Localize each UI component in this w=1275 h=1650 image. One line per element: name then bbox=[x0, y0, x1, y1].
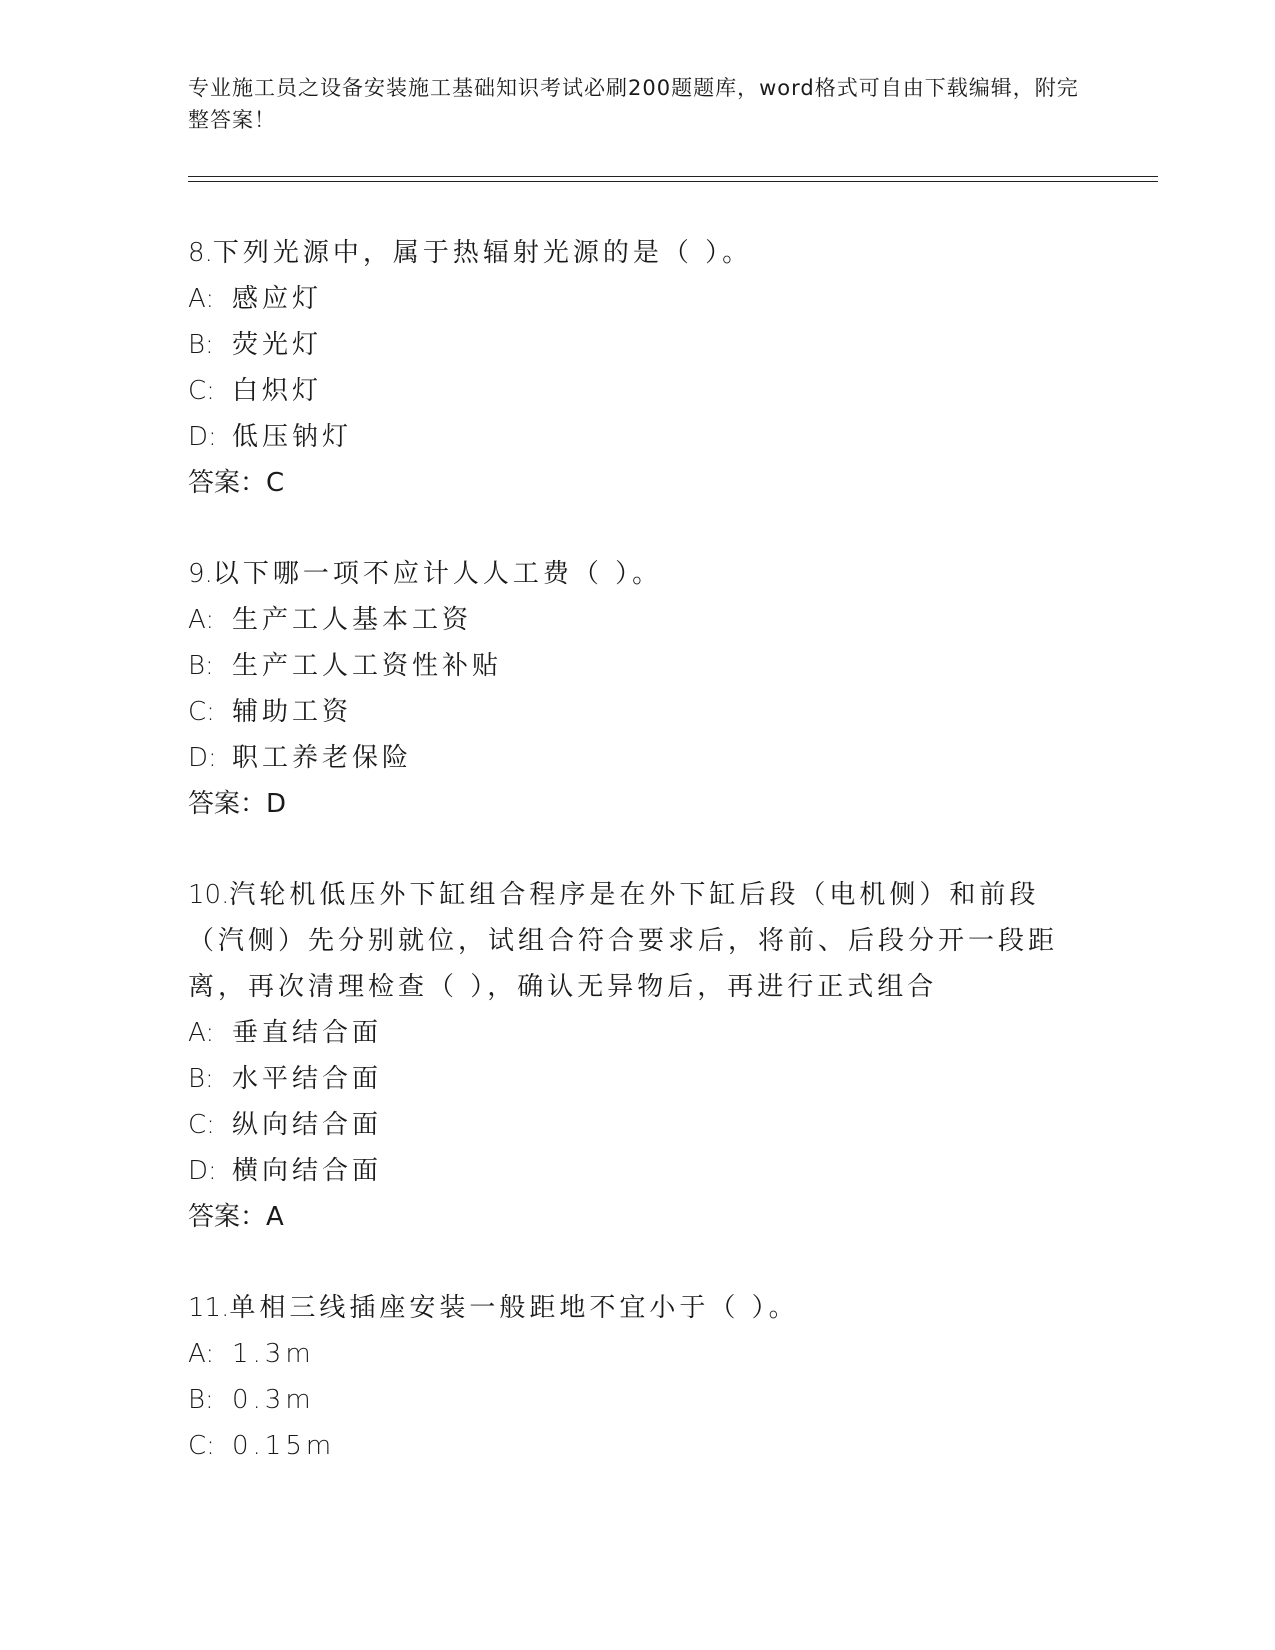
question-number: 11. bbox=[188, 1293, 230, 1323]
option-text: 1.3m bbox=[232, 1339, 315, 1369]
option-b bbox=[188, 1056, 1088, 1102]
question-text: 单相三线插座安装一般距地不宜小于（ ）。 bbox=[229, 1293, 799, 1323]
option-c bbox=[188, 1423, 1088, 1469]
option-prefix: C: bbox=[188, 1431, 215, 1461]
option-d bbox=[188, 735, 1088, 781]
option-text: 水平结合面 bbox=[232, 1064, 383, 1094]
option-prefix: B: bbox=[188, 1064, 214, 1094]
question-number: 8. bbox=[188, 238, 213, 268]
option-b bbox=[188, 1377, 1088, 1423]
question-stem bbox=[188, 230, 1088, 276]
option-d bbox=[188, 1148, 1088, 1194]
option-text: 横向结合面 bbox=[232, 1156, 383, 1186]
header-divider-bottom bbox=[188, 181, 1158, 182]
option-b bbox=[188, 643, 1088, 689]
option-text: 纵向结合面 bbox=[232, 1110, 383, 1140]
question-list bbox=[188, 230, 1088, 1514]
option-prefix: D: bbox=[188, 1156, 217, 1186]
question-stem bbox=[188, 1285, 1088, 1331]
option-prefix: C: bbox=[188, 376, 215, 406]
option-prefix: C: bbox=[188, 697, 215, 727]
option-a bbox=[188, 1010, 1088, 1056]
option-text: 生产工人基本工资 bbox=[232, 605, 473, 635]
option-text: 辅助工资 bbox=[232, 697, 353, 727]
option-prefix: D: bbox=[188, 743, 217, 773]
option-text: 白炽灯 bbox=[232, 376, 323, 406]
answer: 答案：A bbox=[188, 1202, 284, 1232]
option-a bbox=[188, 276, 1088, 322]
option-b bbox=[188, 322, 1088, 368]
question-number: 10. bbox=[188, 880, 230, 910]
option-text: 垂直结合面 bbox=[232, 1018, 383, 1048]
option-text: 生产工人工资性补贴 bbox=[232, 651, 503, 681]
option-prefix: B: bbox=[188, 330, 214, 360]
document-header: 专业施工员之设备安装施工基础知识考试必刷200题题库，word格式可自由下载编辑，附完整答案！ bbox=[188, 76, 1079, 132]
question-number: 9. bbox=[188, 559, 213, 589]
option-prefix: C: bbox=[188, 1110, 215, 1140]
question-text: 下列光源中，属于热辐射光源的是（ ）。 bbox=[212, 238, 753, 268]
option-text: 职工养老保险 bbox=[232, 743, 413, 773]
option-c bbox=[188, 1102, 1088, 1148]
option-prefix: B: bbox=[188, 1385, 214, 1415]
question-11 bbox=[188, 1285, 1088, 1469]
answer: 答案：C bbox=[188, 468, 285, 498]
header-divider-top bbox=[188, 176, 1158, 177]
option-prefix: A: bbox=[188, 284, 215, 314]
question-text: 汽轮机低压外下缸组合程序是在外下缸后段（电机侧）和前段（汽侧）先分别就位，试组合符合要求后，将前、后段分开一段距离，再次清理检查（ ），确认无异物后，再进行正式组合 bbox=[188, 880, 1059, 1002]
option-text: 感应灯 bbox=[232, 284, 323, 314]
question-10 bbox=[188, 872, 1088, 1240]
question-8 bbox=[188, 230, 1088, 506]
question-9 bbox=[188, 551, 1088, 827]
option-text: 荧光灯 bbox=[232, 330, 323, 360]
option-c bbox=[188, 689, 1088, 735]
question-stem bbox=[188, 872, 1088, 1010]
answer: 答案：D bbox=[188, 789, 287, 819]
option-text: 0.3m bbox=[232, 1385, 315, 1415]
question-text: 以下哪一项不应计人人工费（ ）。 bbox=[212, 559, 663, 589]
option-c bbox=[188, 368, 1088, 414]
question-stem bbox=[188, 551, 1088, 597]
option-prefix: A: bbox=[188, 1339, 215, 1369]
option-d bbox=[188, 414, 1088, 460]
option-text: 0.15m bbox=[232, 1431, 336, 1461]
option-prefix: B: bbox=[188, 651, 214, 681]
option-prefix: A: bbox=[188, 605, 215, 635]
option-a bbox=[188, 597, 1088, 643]
option-prefix: D: bbox=[188, 422, 217, 452]
option-a bbox=[188, 1331, 1088, 1377]
option-text: 低压钠灯 bbox=[232, 422, 353, 452]
option-prefix: A: bbox=[188, 1018, 215, 1048]
